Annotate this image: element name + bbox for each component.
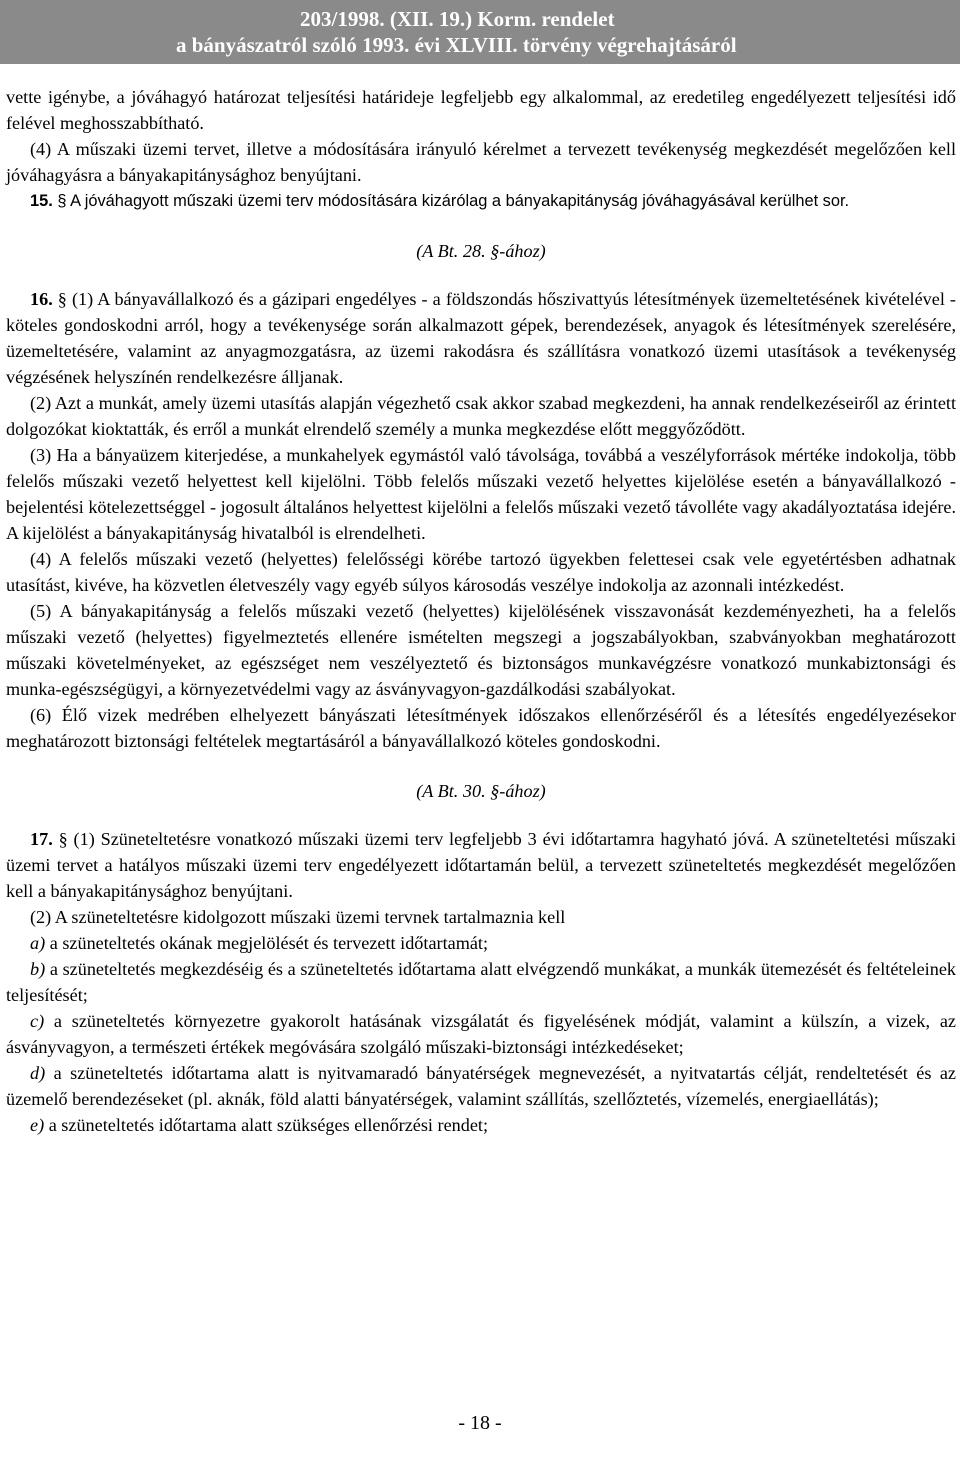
list-item-a [6, 930, 956, 956]
section-17-text: § (1) Szüneteltetésre vonatkozó műszaki üzemi terv legfeljebb 3 évi időtartamra hagyható jóvá. A szüneteltetési műszaki üzemi tervet a hatályos műszaki üzemi terv engedélyezett időtartamán belül, a tervezett szüneteltetés megkezdését megelőzően kell a bányakapitánysághoz benyújtani. [6, 829, 956, 901]
spacer [6, 754, 956, 778]
list-item-c [6, 1008, 956, 1060]
section-16-paragraph-3: (3) Ha a bányaüzem kiterjedése, a munkahelyek egymástól való távolsága, továbbá a veszélyforrások mértéke indokolja, több felelős műszaki vezető helyettest kell kijelölni. Több felelős műszaki vezető helyettes kijelölése esetén a bányavállalkozó - bejelentési kötelezettséggel - jogosult általános helyettest kijelölni a felelős műszaki vezető távolléte vagy akadályoztatása idejére. A kijelölést a bányakapitányság hivatalból is elrendelheti. [6, 445, 956, 543]
header-regulation-title: 203/1998. (XII. 19.) Korm. rendelet [300, 7, 615, 31]
list-item-e-text: a szüneteltetés időtartama alatt szükséges ellenőrzési rendet; [44, 1115, 489, 1135]
section-15-text: § A jóváhagyott műszaki üzemi terv módosítására kizárólag a bányakapitányság jóváhagyásával kerülhet sor. [52, 192, 850, 210]
list-item-e [6, 1112, 956, 1138]
list-item-a-text: a szüneteltetés okának megjelölését és tervezett időtartamát; [45, 933, 489, 953]
section-15-number: 15. [30, 192, 53, 210]
document-body [6, 84, 956, 1138]
list-item-a-label: a) [30, 933, 46, 953]
list-item-b [6, 956, 956, 1008]
section-16-paragraph-4: (4) A felelős műszaki vezető (helyettes) felelősségi körébe tartozó ügyekben felettesei csak vele egyetértésben adhatnak utasítást, kivéve, ha közvetlen életveszély vagy egyéb súlyos károsodás veszélye indokolja az azonnali intézkedést. [6, 549, 956, 595]
list-item-c-label: c) [30, 1011, 45, 1031]
section-16-paragraph-2: (2) Azt a munkát, amely üzemi utasítás alapján végezhető csak akkor szabad megkezdeni, ha annak rendelkezéseiről az érintett dolgozókat kioktatták, és erről a munkát elrendelő személy a munka megkezdése előtt meggyőződött. [6, 393, 956, 439]
section-16-text: § (1) A bányavállalkozó és a gázipari engedélyes - a földszondás hőszivattyús létesítmények üzemeltetésének kivételével - köteles gondoskodni arról, hogy a tevékenysége során alkalmazott gépek, berendezések, anyagok és létesítmények szerelésére, üzemeltetésére, valamint az anyagmozgatásra, az üzemi rakodásra és szállításra vonatkozó üzemi utasítások a tevékenység végzésének helyszínén rendelkezésre álljanak. [6, 289, 956, 387]
section-15 [6, 188, 956, 214]
list-item-b-label: b) [30, 959, 46, 979]
list-item-c-text: a szüneteltetés környezetre gyakorolt hatásának vizsgálatát és figyelésének módját, valamint a külszín, a vizek, az ásványvagyon, a természeti értékek megóvására szolgáló műszaki-biztonsági intézkedéseket; [6, 1011, 956, 1057]
section-16-number: 16. [30, 289, 53, 309]
paragraph-continuation: vette igénybe, a jóváhagyó határozat teljesítési határideje legfeljebb egy alkalommal, az eredetileg engedélyezett teljesítési idő felével meghosszabbítható. [6, 87, 956, 133]
list-item-d-text: a szüneteltetés időtartama alatt is nyitvamaradó bányatérségek megnevezését, a nyitvatartás célját, rendeltetését és az üzemelő berendezéseket (pl. aknák, föld alatti bányatérségek, valamint szállítás, szellőztetés, vízemelés, energiaellátás); [6, 1063, 956, 1109]
list-item-d [6, 1060, 956, 1112]
spacer [6, 214, 956, 238]
reference-bt-30: (A Bt. 30. §-ához) [416, 781, 546, 801]
list-item-b-text: a szüneteltetés megkezdéséig és a szüneteltetés időtartama alatt elvégzendő munkákat, a munkák ütemezését és feltételeinek teljesítését; [6, 959, 956, 1005]
section-17-paragraph-1 [6, 826, 956, 904]
paragraph-14-4: (4) A műszaki üzemi tervet, illetve a módosítására irányuló kérelmet a tervezett tevékenység megkezdését megelőzően kell jóváhagyásra a bányakapitánysághoz benyújtani. [6, 139, 956, 185]
page-number: - 18 - [458, 1412, 502, 1434]
list-item-e-label: e) [30, 1115, 45, 1135]
page-header [0, 0, 960, 64]
spacer [6, 264, 956, 286]
section-16-paragraph-5: (5) A bányakapitányság a felelős műszaki vezető (helyettes) kijelölésének visszavonását kezdeményezheti, ha a felelős műszaki vezető (helyettes) figyelmeztetés ellenére ismételten megszegi a jogszabályokban, szabványokban meghatározott műszaki követelményeket, az egészséget nem veszélyeztető és biztonságos munkavégzésre vonatkozó munkabiztonsági és munka-egészségügyi, a környezetvédelmi vagy az ásványvagyon-gazdálkodási szabályokat. [6, 601, 956, 699]
section-17-paragraph-2: (2) A szüneteltetésre kidolgozott műszaki üzemi tervnek tartalmaznia kell [30, 907, 566, 927]
spacer [6, 804, 956, 826]
header-regulation-subtitle: a bányászatról szóló 1993. évi XLVIII. törvény végrehajtásáról [176, 33, 737, 57]
list-item-d-label: d) [30, 1063, 46, 1083]
reference-bt-28: (A Bt. 28. §-ához) [416, 241, 546, 261]
section-16-paragraph-1 [6, 286, 956, 390]
section-17-number: 17. [30, 829, 53, 849]
section-16-paragraph-6: (6) Élő vizek medrében elhelyezett bányászati létesítmények időszakos ellenőrzéséről és a létesítés engedélyezésekor meghatározott biztonsági feltételek megtartásáról a bányavállalkozó köteles gondoskodni. [6, 705, 956, 751]
